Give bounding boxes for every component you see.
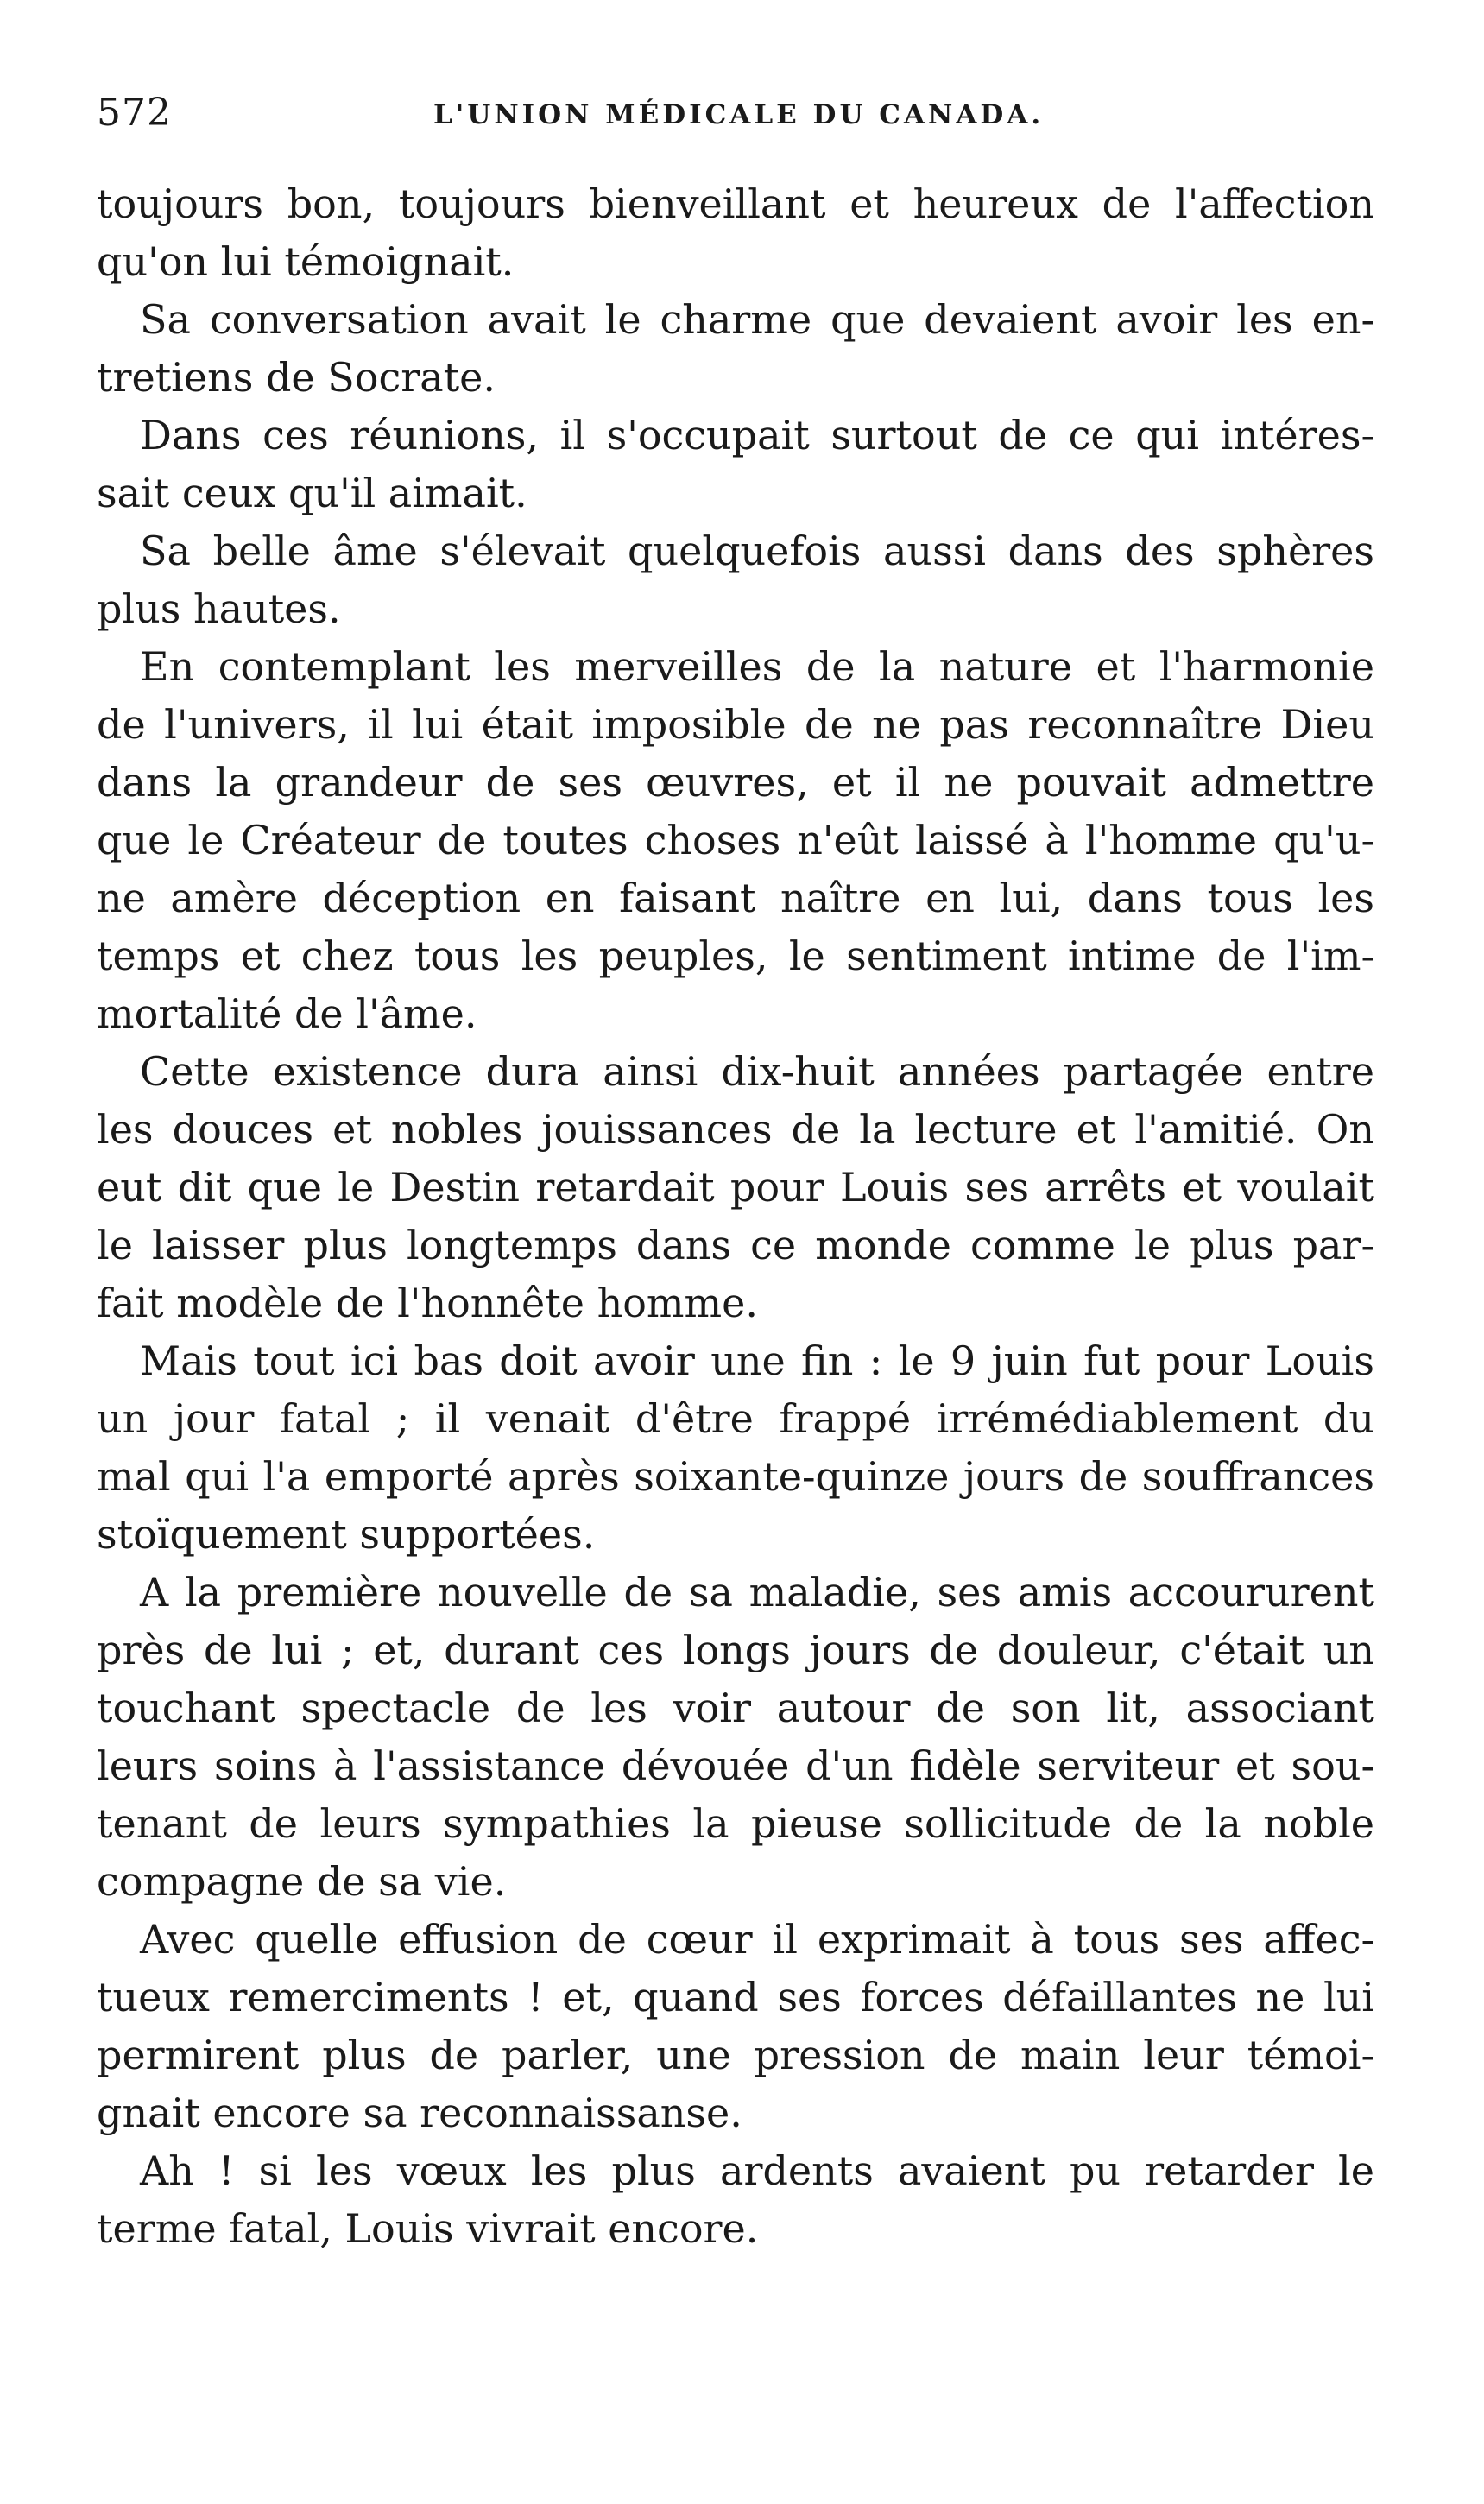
text-line: Mais tout ici bas doit avoir une fin : le 9 juin fut pour Louis <box>140 1337 1374 1384</box>
text-line: mal qui l'a emporté après soixante-quinze jours de souffrances <box>97 1453 1374 1500</box>
text-line: compagne de sa vie. <box>97 1858 507 1905</box>
text-line: Sa belle âme s'élevait quelquefois aussi dans des sphères <box>140 528 1374 574</box>
running-head <box>97 91 1374 142</box>
text-line: Sa conversation avait le charme que devaient avoir les en- <box>140 296 1374 343</box>
text-line: mortalité de l'âme. <box>97 990 477 1037</box>
text-line: eut dit que le Destin retardait pour Louis ses arrêts et voulait <box>97 1164 1374 1211</box>
text-line: Ah ! si les vœux les plus ardents avaient pu retarder le <box>140 2147 1374 2194</box>
text-line: En contemplant les merveilles de la nature et l'harmonie <box>140 643 1374 690</box>
text-line: leurs soins à l'assistance dévouée d'un fidèle serviteur et sou- <box>97 1742 1374 1789</box>
text-line: sait ceux qu'il aimait. <box>97 470 527 516</box>
text-line: ne amère déception en faisant naître en lui, dans tous les <box>97 875 1374 921</box>
text-line: A la première nouvelle de sa maladie, ses amis accoururent <box>140 1569 1374 1616</box>
text-line: terme fatal, Louis vivrait encore. <box>97 2205 759 2252</box>
text-line: temps et chez tous les peuples, le sentiment intime de l'im- <box>97 933 1374 979</box>
text-line: stoïquement supportées. <box>97 1511 596 1558</box>
text-line: fait modèle de l'honnête homme. <box>97 1280 758 1326</box>
text-line: gnait encore sa reconnaissanse. <box>97 2090 742 2136</box>
text-line: que le Créateur de toutes choses n'eût laissé à l'homme qu'u- <box>97 817 1374 863</box>
body-text <box>97 175 1374 2258</box>
text-line: plus hautes. <box>97 585 341 632</box>
text-line: les douces et nobles jouissances de la lecture et l'amitié. On <box>97 1106 1374 1153</box>
text-line: toujours bon, toujours bienveillant et heureux de l'affection <box>97 180 1374 227</box>
text-line: le laisser plus longtemps dans ce monde comme le plus par- <box>97 1222 1374 1268</box>
text-line: près de lui ; et, durant ces longs jours de douleur, c'était un <box>97 1627 1374 1673</box>
page-number: 572 <box>97 91 172 135</box>
text-line: un jour fatal ; il venait d'être frappé irrémédiablement du <box>97 1395 1374 1442</box>
text-line: de l'univers, il lui était imposible de ne pas reconnaître Dieu <box>97 701 1374 748</box>
text-line: Cette existence dura ainsi dix-huit années partagée entre <box>140 1048 1374 1095</box>
text-line: tretiens de Socrate. <box>97 354 496 401</box>
text-line: tenant de leurs sympathies la pieuse sollicitude de la noble <box>97 1800 1374 1847</box>
text-line: Dans ces réunions, il s'occupait surtout de ce qui intéres- <box>140 412 1374 458</box>
text-line: tueux remerciments ! et, quand ses forces défaillantes ne lui <box>97 1974 1374 2020</box>
text-line: touchant spectacle de les voir autour de son lit, associant <box>97 1685 1374 1731</box>
journal-title: L'UNION MÉDICALE DU CANADA. <box>433 99 1045 130</box>
text-line: qu'on lui témoignait. <box>97 238 515 285</box>
text-line: Avec quelle effusion de cœur il exprimait à tous ses affec- <box>140 1916 1374 1963</box>
text-line: dans la grandeur de ses œuvres, et il ne pouvait admettre <box>97 759 1374 806</box>
text-line: permirent plus de parler, une pression de main leur témoi- <box>97 2032 1374 2078</box>
